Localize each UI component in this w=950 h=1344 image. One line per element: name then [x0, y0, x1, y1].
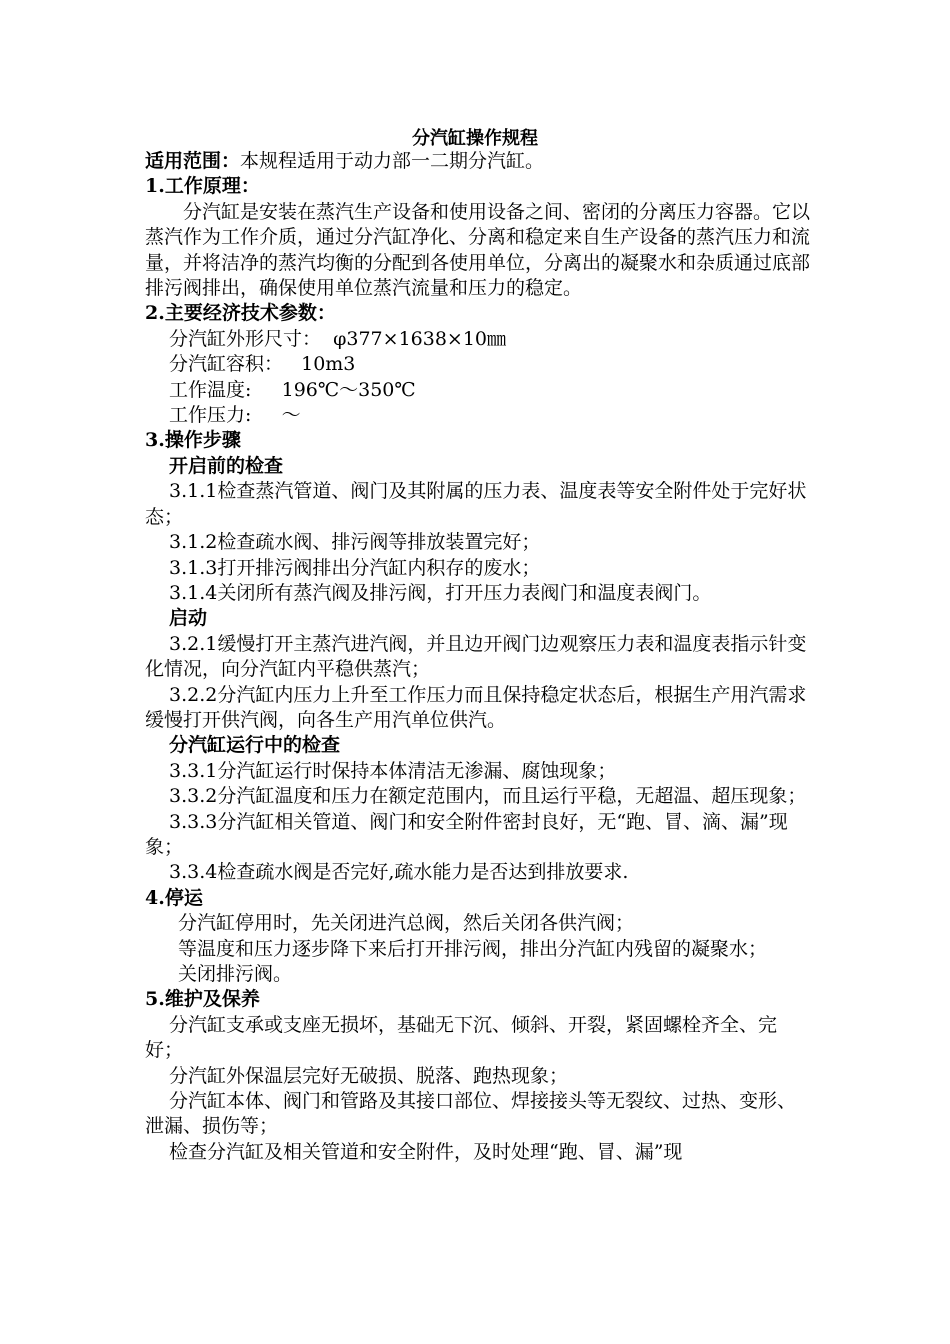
maintenance-item-4: 检查分汽缸及相关管道和安全附件，及时处理“跑、冒、漏”现 — [169, 1140, 683, 1163]
step-3-1-3: 3.1.3打开排污阀排出分汽缸内积存的废水； — [169, 556, 541, 579]
section-2-heading: 2.主要经济技术参数： — [145, 302, 336, 325]
shutdown-item-3: 关闭排污阀。 — [178, 963, 293, 985]
subsection-3-3-heading: 分汽缸运行中的检查 — [169, 734, 341, 757]
shutdown-item-2: 等温度和压力逐步降下来后打开排污阀，排出分汽缸内残留的凝聚水； — [178, 937, 768, 960]
param-temperature: 工作温度: 196℃～350℃ — [169, 378, 416, 401]
document-title: 分汽缸操作规程 — [412, 128, 538, 149]
subsection-3-1-heading: 开启前的检查 — [169, 454, 284, 477]
section-5-heading: 5.维护及保养 — [145, 988, 260, 1011]
section-1-heading: 1.工作原理： — [145, 175, 260, 198]
step-3-1-1: 3.1.1检查蒸汽管道、阀门及其附属的压力表、温度表等安全附件处于完好状态； — [145, 480, 807, 528]
scope-label: 适用范围： — [145, 150, 241, 172]
section-3-heading: 3.操作步骤 — [145, 429, 241, 452]
maintenance-item-3: 分汽缸本体、阀门和管路及其接口部位、焊接接头等无裂纹、过热、变形、泄漏、损伤等； — [145, 1090, 797, 1138]
param-size: 分汽缸外形尺寸： φ377×1638×10㎜ — [169, 327, 507, 350]
step-3-3-4: 3.3.4检查疏水阀是否完好,疏水能力是否达到排放要求. — [169, 861, 629, 884]
step-3-2-2: 3.2.2分汽缸内压力上升至工作压力而且保持稳定状态后，根据生产用汽需求缓慢打开供汽阀，向各生产用汽单位供汽。 — [145, 683, 807, 731]
step-3-1-4: 3.1.4关闭所有蒸汽阀及排污阀，打开压力表阀门和温度表阀门。 — [169, 581, 712, 604]
maintenance-item-1: 分汽缸支承或支座无损坏，基础无下沉、倾斜、开裂，紧固螺栓齐全、完好； — [145, 1013, 778, 1062]
subsection-3-2-heading: 启动 — [169, 607, 208, 630]
section-4-heading: 4.停运 — [145, 886, 203, 909]
step-3-2-1: 3.2.1缓慢打开主蒸汽进汽阀，并且边开阀门边观察压力表和温度表指示针变化情况，向分汽缸内平稳供蒸汽； — [145, 632, 807, 681]
document-body — [145, 149, 810, 1165]
param-volume: 分汽缸容积： 10m3 — [169, 353, 356, 376]
param-pressure: 工作压力: ～ — [169, 404, 301, 427]
scope-line — [145, 149, 810, 174]
scope-text: 本规程适用于动力部一二期分汽缸。 — [240, 150, 545, 172]
section-1-paragraph: 分汽缸是安装在蒸汽生产设备和使用设备之间、密闭的分离压力容器。它以蒸汽作为工作介质，通过分汽缸净化、分离和稳定来自生产设备的蒸汽压力和流量，并将洁净的蒸汽均衡的分配到各使用单位，分离出的凝聚水和杂质通过底部排污阀排出，确保使用单位蒸汽流量和压力的稳定。 — [145, 200, 811, 300]
maintenance-item-2: 分汽缸外保温层完好无破损、脱落、跑热现象； — [169, 1064, 569, 1087]
step-3-1-2: 3.1.2检查疏水阀、排污阀等排放装置完好； — [169, 531, 541, 554]
step-3-3-1: 3.3.1分汽缸运行时保持本体清洁无渗漏、腐蚀现象； — [169, 759, 617, 782]
shutdown-item-1: 分汽缸停用时，先关闭进汽总阀，然后关闭各供汽阀； — [178, 912, 635, 935]
step-3-3-2: 3.3.2分汽缸温度和压力在额定范围内，而且运行平稳，无超温、超压现象； — [169, 785, 807, 808]
step-3-3-3: 3.3.3分汽缸相关管道、阀门和安全附件密封良好，无“跑、冒、滴、漏”现象； — [145, 810, 788, 858]
